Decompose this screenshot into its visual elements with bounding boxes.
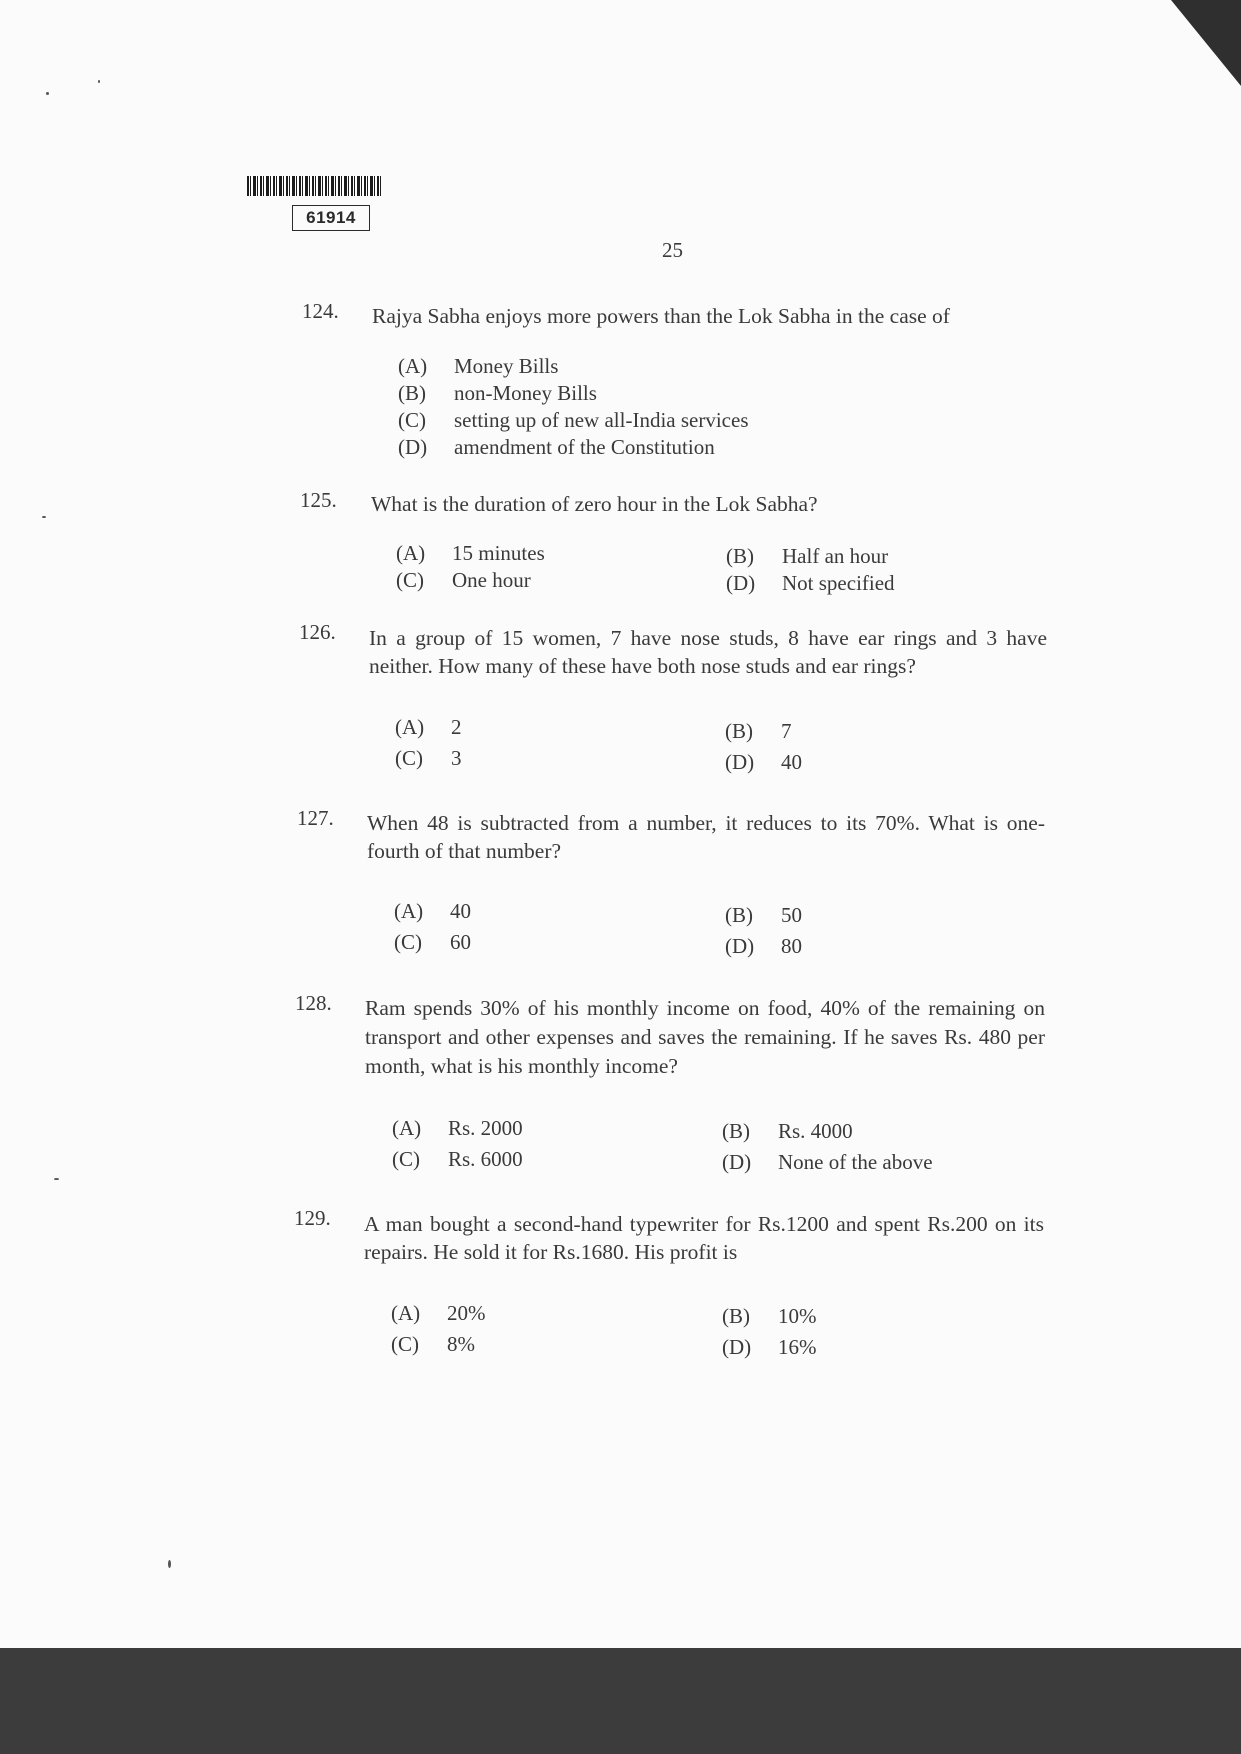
option-a bbox=[391, 1301, 486, 1326]
option-text: Rs. 4000 bbox=[778, 1119, 853, 1143]
option-text: Rs. 6000 bbox=[448, 1147, 523, 1171]
option-text: 3 bbox=[451, 746, 462, 770]
option-c bbox=[392, 1147, 523, 1172]
question-text: In a group of 15 women, 7 have nose studs, 8 have ear rings and 3 have neither. How many of these have both nose studs and ear rings? bbox=[369, 626, 1047, 678]
option-text: One hour bbox=[452, 568, 531, 592]
option-c bbox=[396, 568, 531, 593]
option-letter: (B) bbox=[725, 719, 753, 743]
option-d bbox=[722, 1150, 933, 1175]
option-text: 20% bbox=[447, 1301, 486, 1325]
option-b bbox=[398, 381, 597, 406]
option-c bbox=[391, 1332, 475, 1357]
option-letter: (C) bbox=[395, 746, 423, 770]
option-text: 15 minutes bbox=[452, 541, 545, 565]
option-text: 50 bbox=[781, 903, 802, 927]
option-letter: (A) bbox=[398, 354, 428, 378]
option-letter: (D) bbox=[726, 571, 756, 595]
question-number: 129. bbox=[294, 1206, 331, 1230]
option-text: amendment of the Constitution bbox=[454, 435, 715, 459]
option-text: 8% bbox=[447, 1332, 475, 1356]
option-letter: (D) bbox=[398, 435, 428, 459]
option-text: 7 bbox=[781, 719, 792, 743]
option-text: 60 bbox=[450, 930, 471, 954]
option-text: 40 bbox=[781, 750, 802, 774]
option-text: 10% bbox=[778, 1304, 817, 1328]
option-letter: (B) bbox=[398, 381, 426, 405]
option-letter: (B) bbox=[725, 903, 753, 927]
scan-speck bbox=[46, 92, 49, 95]
option-c bbox=[395, 746, 462, 771]
option-letter: (A) bbox=[394, 899, 424, 923]
question-number: 128. bbox=[295, 991, 332, 1015]
option-text: Half an hour bbox=[782, 544, 889, 568]
question-text: When 48 is subtracted from a number, it reduces to its 70%. What is one-fourth of that number? bbox=[367, 811, 1045, 863]
option-b bbox=[722, 1304, 817, 1329]
option-text: Not specified bbox=[782, 571, 895, 595]
option-letter: (C) bbox=[396, 568, 424, 592]
folded-corner bbox=[1171, 0, 1241, 86]
option-text: Rs. 2000 bbox=[448, 1116, 523, 1140]
option-a bbox=[396, 541, 545, 566]
option-text: 80 bbox=[781, 934, 802, 958]
option-c bbox=[398, 408, 749, 433]
option-d bbox=[398, 435, 715, 460]
question-number: 127. bbox=[297, 806, 334, 830]
paper-code: 61914 bbox=[292, 205, 370, 231]
option-letter: (D) bbox=[722, 1150, 752, 1174]
option-a bbox=[398, 354, 558, 379]
question-text: A man bought a second-hand typewriter for Rs.1200 and spent Rs.200 on its repairs. He sold it for Rs.1680. His profit is bbox=[364, 1212, 1044, 1264]
option-b bbox=[722, 1119, 853, 1144]
option-b bbox=[726, 544, 888, 569]
option-d bbox=[722, 1335, 817, 1360]
option-a bbox=[394, 899, 471, 924]
option-text: setting up of new all-India services bbox=[454, 408, 749, 432]
question-text: What is the duration of zero hour in the Lok Sabha? bbox=[371, 492, 818, 516]
question-number: 124. bbox=[302, 299, 339, 323]
option-letter: (C) bbox=[398, 408, 426, 432]
question-number: 125. bbox=[300, 488, 337, 512]
option-text: 40 bbox=[450, 899, 471, 923]
option-text: 2 bbox=[451, 715, 462, 739]
question-text: Ram spends 30% of his monthly income on food, 40% of the remaining on transport and other expenses and saves the remaining. If he saves Rs. 480 per month, what is his monthly income? bbox=[365, 996, 1045, 1078]
option-a bbox=[395, 715, 462, 740]
option-letter: (A) bbox=[395, 715, 425, 739]
option-letter: (A) bbox=[392, 1116, 422, 1140]
option-letter: (C) bbox=[391, 1332, 419, 1356]
option-letter: (A) bbox=[391, 1301, 421, 1325]
barcode bbox=[247, 176, 381, 196]
option-letter: (D) bbox=[725, 934, 755, 958]
option-text: 16% bbox=[778, 1335, 817, 1359]
option-d bbox=[725, 750, 802, 775]
option-letter: (D) bbox=[722, 1335, 752, 1359]
page-number: 25 bbox=[662, 238, 683, 262]
option-d bbox=[725, 934, 802, 959]
option-b bbox=[725, 903, 802, 928]
question-text: Rajya Sabha enjoys more powers than the Lok Sabha in the case of bbox=[372, 304, 950, 328]
scan-speck bbox=[168, 1560, 171, 1568]
scan-speck bbox=[42, 516, 46, 518]
option-letter: (D) bbox=[725, 750, 755, 774]
scanner-background bbox=[0, 1648, 1241, 1754]
option-text: None of the above bbox=[778, 1150, 933, 1174]
option-letter: (C) bbox=[392, 1147, 420, 1171]
option-letter: (A) bbox=[396, 541, 426, 565]
option-letter: (B) bbox=[722, 1304, 750, 1328]
option-letter: (C) bbox=[394, 930, 422, 954]
option-letter: (B) bbox=[722, 1119, 750, 1143]
option-d bbox=[726, 571, 895, 596]
question-number: 126. bbox=[299, 620, 336, 644]
option-letter: (B) bbox=[726, 544, 754, 568]
option-b bbox=[725, 719, 792, 744]
option-a bbox=[392, 1116, 523, 1141]
option-text: non-Money Bills bbox=[454, 381, 597, 405]
scan-speck bbox=[54, 1178, 59, 1180]
scan-speck bbox=[98, 80, 100, 83]
option-text: Money Bills bbox=[454, 354, 559, 378]
option-c bbox=[394, 930, 471, 955]
